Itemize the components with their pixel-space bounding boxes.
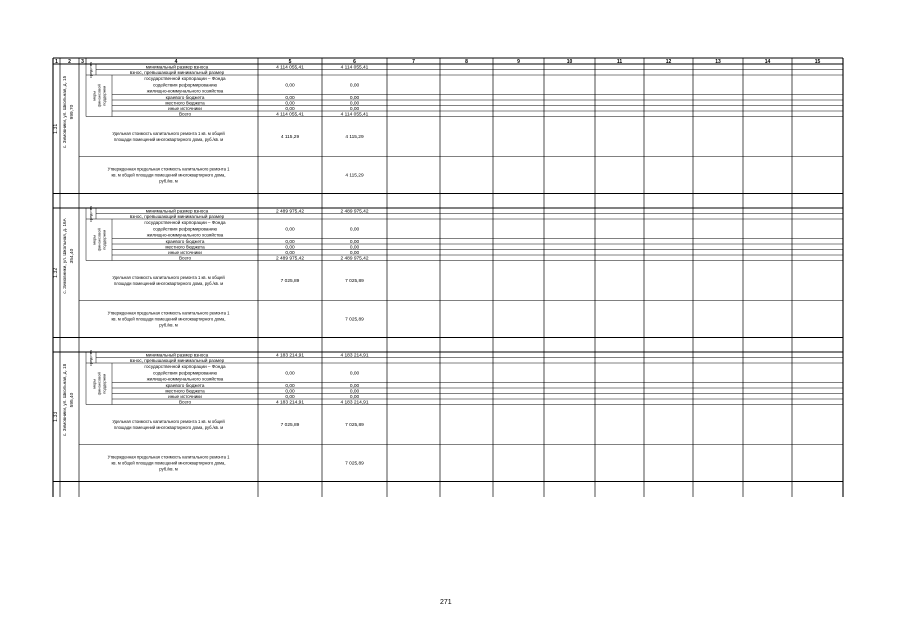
row-label: руб./кв. м [159,466,178,472]
column-header: 15 [814,58,821,65]
value-col5: 0,00 [285,239,295,245]
support-label: меры [91,378,97,389]
value-col6: 4 183 214,91 [340,353,369,359]
page-number: 271 [440,599,452,606]
value-col6: 0,00 [349,101,360,107]
support-label: поддержки [101,373,107,394]
row-label: руб./кв. м [159,178,178,184]
column-header: 1 [55,58,58,65]
column-header: 5 [288,58,292,65]
value-col6: 0,00 [349,106,360,112]
value-col6: 4 114 055,41 [340,65,369,71]
value-col6: 7 025,89 [345,317,364,323]
value-col6: 0,00 [349,83,360,89]
row-label: краевого бюджета [165,238,205,244]
block-address: с. Зимовники, ул. Школьная, д. 16А [62,218,67,294]
row-label: жилищно-коммунального хозяйства [146,88,224,94]
column-header: 12 [665,58,672,65]
value-col6: 0,00 [349,383,360,389]
value-col5: 0,00 [285,83,295,89]
value-col6: 0,00 [349,95,360,101]
row-label: минимальный размер взноса [145,352,209,358]
support-label: меры [91,234,97,245]
value-col5: 2 489 975,42 [275,256,305,262]
row-label: кв. м общей площади помещений многоквартирного дома, [111,316,226,322]
row-label: площади помещений многоквартирного дома, руб./кв. м [113,424,224,430]
value-col6: 0,00 [349,394,360,400]
support-label: финансовой [96,372,102,396]
column-header: 14 [764,58,771,65]
row-label: Утвержденная предельная стоимость капитального ремонта 1 [107,310,230,316]
block-area: 354,40 [70,248,75,264]
value-col6: 7 025,89 [345,461,364,467]
value-col6: 4 114 055,41 [340,112,369,118]
value-col6: 0,00 [349,227,360,233]
block-address: с. Зимовники, ул. Школьная, д. 18 [62,363,67,437]
row-label: содействия реформированию [152,226,218,232]
row-label: иные источники [168,393,202,399]
row-label: взнос, превышающий минимальный размер [129,213,225,219]
value-col6: 2 489 975,42 [340,209,369,215]
row-label: Удельная стоимость капитального ремонта 1 кв. м общей [112,275,225,281]
row-label: Всего [178,255,192,261]
row-label: Утвержденная предельная стоимость капитального ремонта 1 [107,166,230,172]
column-header: 10 [566,58,573,65]
value-col6: 4 183 214,91 [340,400,369,406]
block-number: 1.33 [53,411,59,422]
row-label: Всего [178,399,192,405]
value-col6: 0,00 [349,245,360,251]
value-col5: 0,00 [285,383,295,389]
row-label: кв. м общей площади помещений многоквартирного дома, [111,460,226,466]
value-col5: 0,00 [285,394,295,400]
row-label: местного бюджета [165,100,205,106]
row-label: государственной корпорации – Фонда [144,220,226,226]
column-header: 4 [174,58,178,65]
sources-label: средства [89,206,93,222]
row-label: площади помещений многоквартирного дома, руб./кв. м [113,280,224,286]
column-header: 2 [68,58,71,65]
value-col5: 4 114 055,41 [276,65,304,71]
column-header: 8 [465,58,468,65]
value-col5: 0,00 [285,250,295,256]
block-number: 1.32 [53,267,59,278]
row-label: кв. м общей площади помещений многоквартирного дома, [111,172,226,178]
value-col5: 0,00 [285,106,295,112]
column-header: 13 [715,58,721,65]
value-col6: 0,00 [349,250,360,256]
value-col6: 0,00 [349,239,360,245]
value-col6: 7 025,89 [345,423,364,429]
support-label: финансовой [96,84,102,108]
support-label: финансовой [96,228,102,252]
row-label: площади помещений многоквартирного дома, руб./кв. м [113,136,224,142]
value-col5: 4 114 055,41 [276,112,304,118]
row-label: содействия реформированию [152,82,218,88]
column-header: 7 [412,58,415,65]
value-col6: 0,00 [349,371,360,377]
value-col6: 7 025,89 [345,279,364,285]
support-label: меры [91,90,97,101]
support-label: поддержки [101,229,107,250]
row-label: иные источники [168,105,202,111]
row-label: государственной корпорации – Фонда [144,364,226,370]
column-header: 3 [81,58,84,65]
row-label: руб./кв. м [159,322,178,328]
column-header: 6 [353,58,356,65]
value-col5: 4 183 214,91 [275,400,305,406]
block-number: 1.31 [53,123,59,134]
value-col6: 0,00 [349,389,360,395]
value-col5: 7 025,89 [280,423,300,429]
value-col5: 0,00 [285,389,295,395]
block-address: с. Зимовники, ул. Школьная, д. 15 [62,75,67,149]
row-label: местного бюджета [165,244,205,250]
column-header: 9 [517,58,520,65]
row-label: Утвержденная предельная стоимость капитального ремонта 1 [107,454,230,460]
row-label: иные источники [168,249,202,255]
row-label: жилищно-коммунального хозяйства [146,376,224,382]
row-label: содействия реформированию [152,370,218,376]
row-label: краевого бюджета [165,94,205,100]
row-label: государственной корпорации – Фонда [144,76,226,82]
row-label: минимальный размер взноса [145,208,209,214]
value-col5: 0,00 [285,371,295,377]
value-col5: 4 183 214,91 [275,353,305,359]
value-col6: 4 115,29 [345,173,364,179]
support-label: поддержки [101,85,107,106]
block-area: 595,40 [70,392,75,408]
value-col5: 7 025,89 [280,279,300,285]
row-label: краевого бюджета [165,382,205,388]
row-label: Всего [178,111,192,117]
row-label: Удельная стоимость капитального ремонта 1 кв. м общей [112,419,225,425]
sources-label: средства [89,62,93,78]
row-label: местного бюджета [165,388,205,394]
sources-label: средства [89,350,93,366]
value-col5: 0,00 [285,95,295,101]
value-col5: 0,00 [285,101,295,107]
row-label: Удельная стоимость капитального ремонта 1 кв. м общей [112,131,225,137]
value-col6: 4 115,29 [345,135,364,141]
value-col5: 0,00 [285,245,295,251]
column-header: 11 [616,58,623,65]
row-label: взнос, превышающий минимальный размер [129,69,225,75]
value-col5: 2 489 975,42 [275,209,305,215]
value-col5: 4 115,29 [280,135,300,141]
row-label: минимальный размер взноса [145,64,209,70]
value-col5: 0,00 [285,227,295,233]
value-col6: 2 489 975,42 [340,256,369,262]
block-area: 999,70 [70,104,75,120]
row-label: взнос, превышающий минимальный размер [129,357,225,363]
row-label: жилищно-коммунального хозяйства [146,232,224,238]
